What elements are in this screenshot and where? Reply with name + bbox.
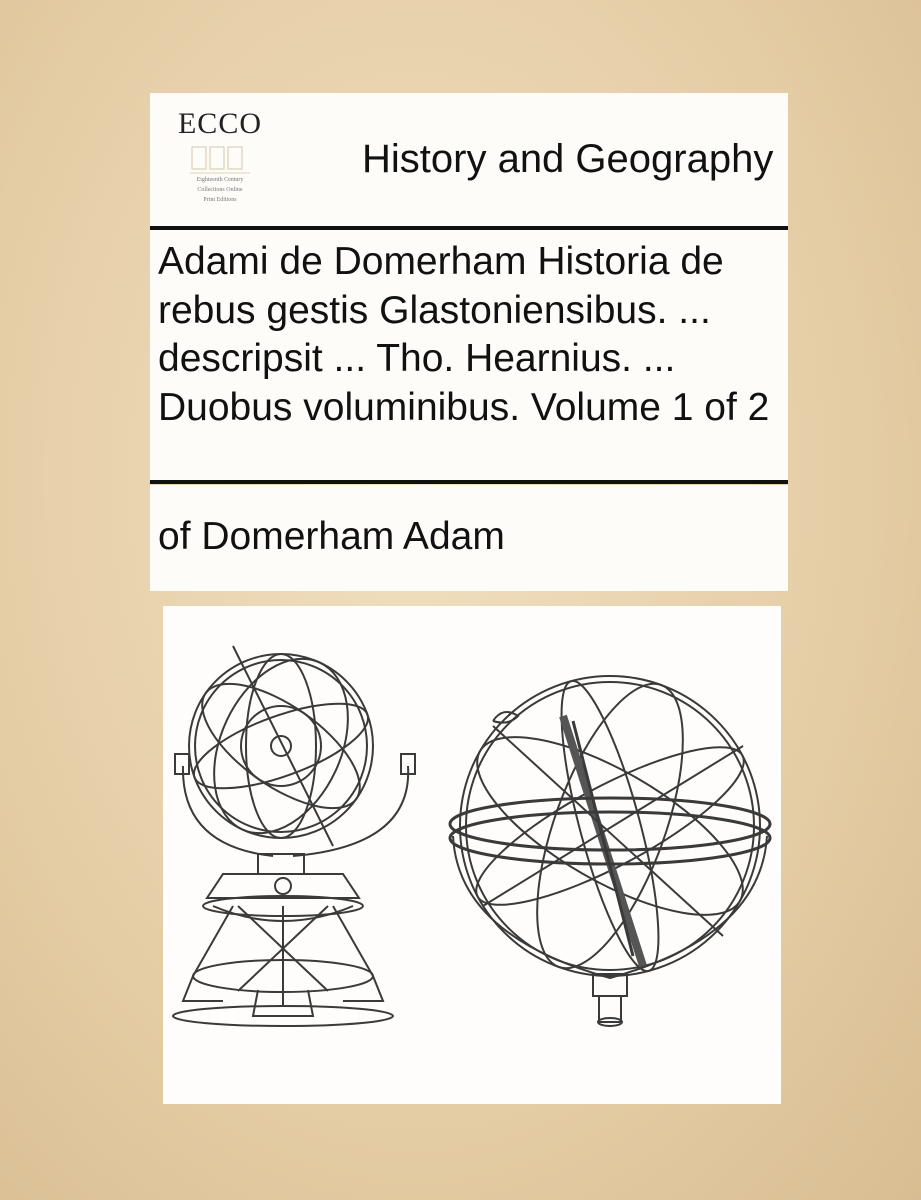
book-author: of Domerham Adam bbox=[158, 515, 505, 558]
divider bbox=[150, 480, 788, 484]
series-header bbox=[150, 93, 788, 226]
logo-line-1: Eighteenth Century bbox=[196, 177, 244, 183]
series-title: History and Geography bbox=[362, 137, 774, 181]
title-panel bbox=[150, 230, 788, 480]
author-panel bbox=[150, 485, 788, 591]
logo-line-3: Print Editions bbox=[203, 197, 237, 203]
logo-line-2: Collections Online bbox=[197, 187, 243, 193]
book-title: Adami de Domerham Historia de rebus gestis Glastoniensibus. ... descripsit ... Tho. Hearnius. ... Duobus voluminibus. Volume 1 of 2 bbox=[158, 240, 770, 429]
logo-emblem-icon bbox=[170, 143, 270, 203]
ecco-logo bbox=[170, 107, 270, 217]
armillary-spheres-illustration bbox=[163, 606, 781, 1104]
logo-text: ECCO bbox=[177, 107, 262, 140]
armillary-spheres-icon bbox=[163, 606, 781, 1104]
